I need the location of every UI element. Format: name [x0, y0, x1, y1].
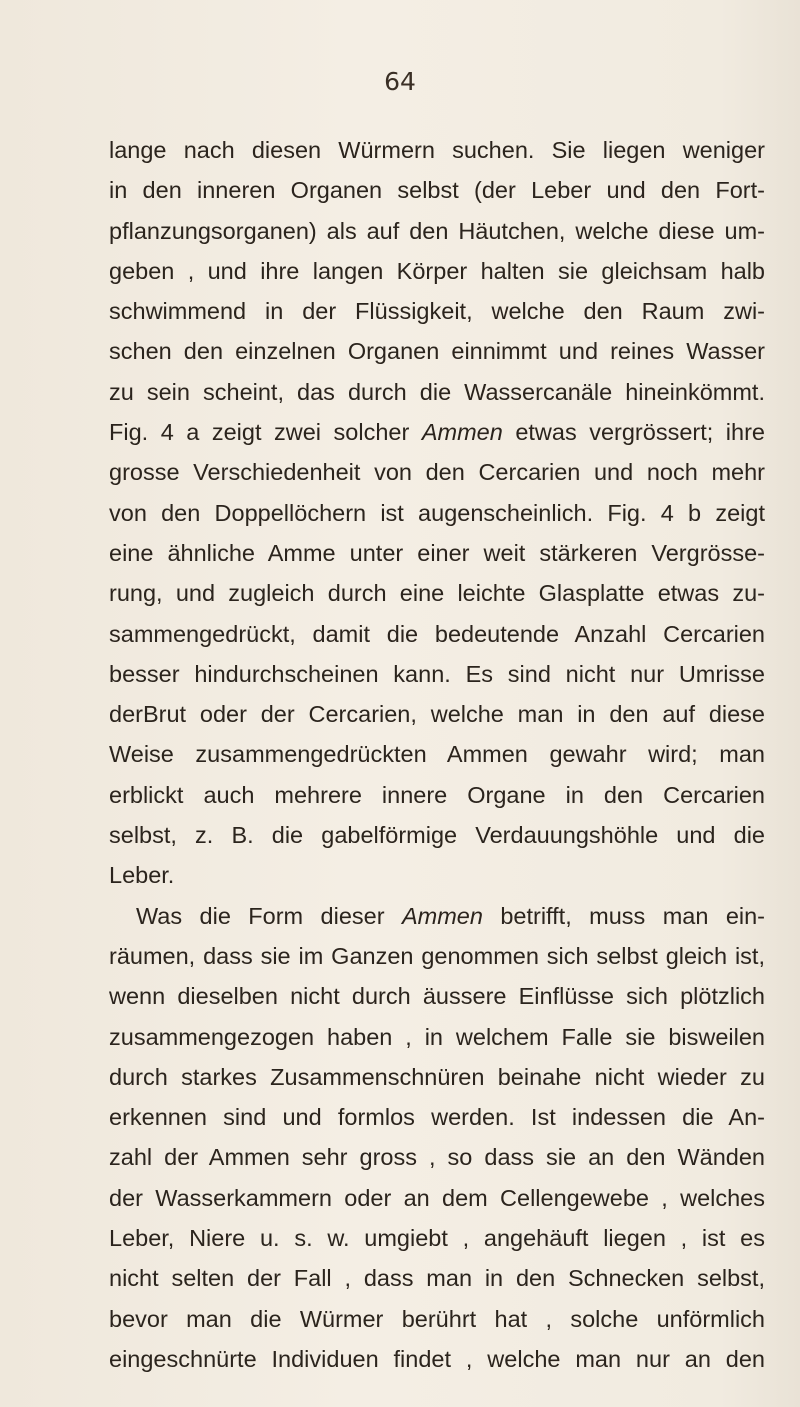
italic-term: Ammen [401, 902, 483, 929]
text-line: schen den einzelnen Organen einnimmt und reines Wasser [109, 338, 765, 365]
text-line: lange nach diesen Würmern suchen. Sie liegen weniger [109, 137, 765, 163]
text-line: rung, und zugleich durch eine leichte Glasplatte etwas zu- [109, 580, 765, 607]
text-line: sammengedrückt, damit die bedeutende Anzahl Cercarien [109, 620, 765, 647]
text-line: wenn dieselben nicht durch äussere Einflüsse sich plötzlich [109, 983, 765, 1010]
body-text [109, 130, 765, 1379]
line-segment: etwas vergrössert; ihre [502, 419, 765, 446]
text-line: durch starkes Zusammenschnüren beinahe nicht wieder zu [109, 1063, 765, 1090]
text-line: pflanzungsorganen) als auf den Häutchen, welche diese um- [109, 217, 765, 244]
text-line: Leber. [109, 862, 175, 889]
text-line: in den inneren Organen selbst (der Leber und den Fort- [109, 177, 765, 204]
text-line: zu sein scheint, das durch die Wassercanäle hineinkömmt. [109, 378, 765, 405]
text-line: geben , und ihre langen Körper halten sie gleichsam halb [109, 257, 765, 284]
text-line: der Wasserkammern oder an dem Cellengewebe , welches [109, 1184, 765, 1211]
text-line: selbst, z. B. die gabelförmige Verdauungshöhle und die [109, 822, 765, 849]
text-line: schwimmend in der Flüssigkeit, welche den Raum zwi- [109, 298, 765, 325]
text-line: Weise zusammengedrückten Ammen gewahr wird; man [109, 741, 765, 768]
line-segment: Fig. 4 a zeigt zwei solcher [109, 419, 422, 446]
text-line: grosse Verschiedenheit von den Cercarien und noch mehr [109, 459, 765, 486]
text-line: Leber, Niere u. s. w. umgiebt , angehäuft liegen , ist es [109, 1225, 765, 1252]
text-line: zahl der Ammen sehr gross , so dass sie an den Wänden [109, 1144, 765, 1171]
text-line: zusammengezogen haben , in welchem Falle sie bisweilen [109, 1023, 765, 1050]
text-line: erblickt auch mehrere innere Organe in den Cercarien [109, 781, 765, 808]
text-line: erkennen sind und formlos werden. Ist indessen die An- [109, 1104, 765, 1131]
page-number: 64 [384, 67, 416, 96]
text-line [109, 896, 765, 936]
text-line [109, 412, 765, 452]
text-line: von den Doppellöchern ist augenscheinlich. Fig. 4 b zeigt [109, 499, 765, 526]
text-line: derBrut oder der Cercarien, welche man in den auf diese [109, 701, 765, 728]
italic-term: Ammen [421, 419, 503, 446]
line-segment: Was die Form dieser [136, 902, 402, 929]
text-line: bevor man die Würmer berührt hat , solche unförmlich [109, 1305, 765, 1332]
text-line: besser hindurchscheinen kann. Es sind nicht nur Umrisse [109, 660, 765, 687]
text-line: eine ähnliche Amme unter einer weit stärkeren Vergrösse- [109, 539, 765, 566]
text-line: eingeschnürte Individuen findet , welche man nur an den [109, 1345, 765, 1372]
text-line: nicht selten der Fall , dass man in den Schnecken selbst, [109, 1265, 765, 1292]
text-line: räumen, dass sie im Ganzen genommen sich selbst gleich ist, [109, 942, 765, 969]
line-segment: betrifft, muss man ein- [482, 902, 765, 929]
